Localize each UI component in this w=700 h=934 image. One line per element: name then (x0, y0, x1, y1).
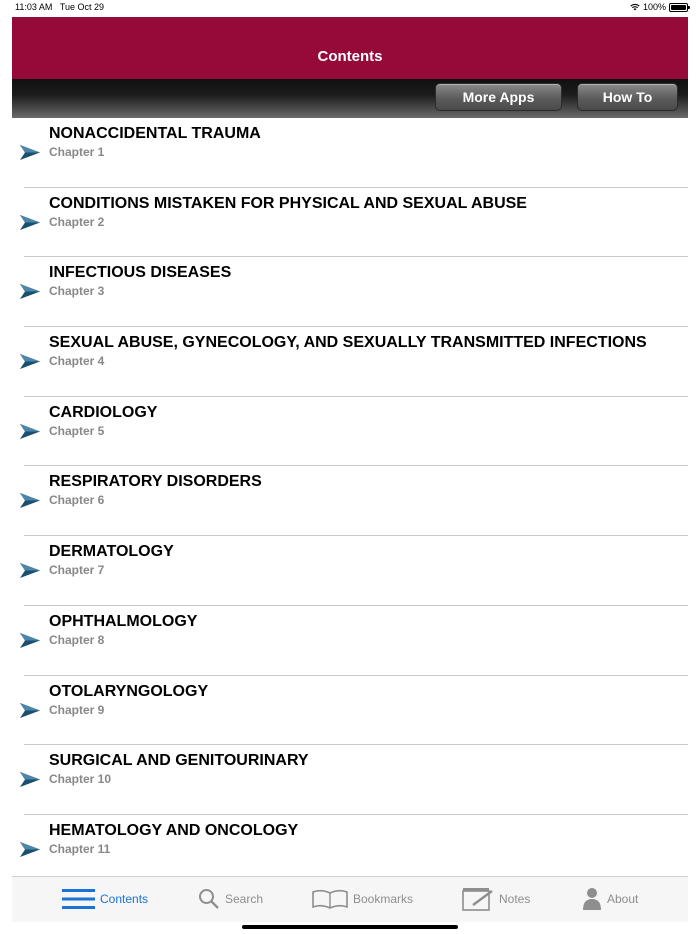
chapter-row-6[interactable] (24, 466, 688, 536)
chapter-row-9[interactable] (24, 676, 688, 746)
chapter-row-8[interactable] (24, 606, 688, 676)
chapter-title: INFECTIOUS DISEASES (49, 264, 232, 282)
chapter-row-11[interactable] (24, 815, 688, 876)
chapter-number: Chapter 4 (49, 354, 105, 369)
list-icon (62, 888, 95, 910)
tab-bookmarks-label: Bookmarks (353, 892, 414, 906)
chapter-title: OPHTHALMOLOGY (49, 612, 198, 630)
tab-contents-label: Contents (100, 892, 149, 906)
status-bar (0, 0, 700, 16)
chapter-title: SURGICAL AND GENITOURINARY (49, 752, 309, 770)
chevron-arrow-icon (20, 703, 40, 718)
tab-search-label: Search (225, 892, 264, 906)
chevron-arrow-icon (20, 284, 40, 299)
chevron-arrow-icon (20, 563, 40, 578)
chapter-number: Chapter 1 (49, 145, 105, 159)
book-icon (312, 889, 348, 909)
chevron-arrow-icon (20, 772, 40, 787)
chevron-arrow-icon (20, 215, 40, 230)
chevron-arrow-icon (20, 354, 40, 369)
chevron-arrow-icon (20, 493, 40, 508)
chapter-number: Chapter 7 (49, 563, 105, 578)
search-icon (198, 888, 220, 910)
chapter-row-5[interactable] (24, 397, 688, 467)
chapter-number: Chapter 8 (49, 632, 105, 647)
chapter-list (12, 118, 688, 876)
status-time: 11:03 AM Tue Oct 29 (15, 2, 105, 12)
tab-about-label: About (607, 892, 639, 906)
tab-notes[interactable] (462, 887, 530, 911)
title-bar (12, 17, 688, 79)
chapter-number: Chapter 2 (49, 214, 105, 229)
chapter-title: CARDIOLOGY (49, 403, 158, 421)
toolbar (12, 79, 688, 118)
chapter-row-3[interactable] (24, 257, 688, 327)
chevron-arrow-icon (20, 633, 40, 648)
chapter-title: DERMATOLOGY (49, 543, 174, 561)
chapter-number: Chapter 5 (49, 423, 105, 438)
chapter-row-4[interactable] (24, 327, 688, 397)
home-indicator (242, 925, 458, 929)
tab-notes-label: Notes (499, 892, 531, 906)
chapter-row-2[interactable] (24, 188, 688, 258)
chapter-title: CONDITIONS MISTAKEN FOR PHYSICAL AND SEXUAL ABUSE (49, 194, 527, 212)
chevron-arrow-icon (20, 842, 40, 857)
tab-search[interactable] (198, 887, 263, 911)
tab-bookmarks[interactable] (312, 887, 413, 911)
chapter-number: Chapter 3 (49, 284, 105, 299)
chapter-title: HEMATOLOGY AND ONCOLOGY (49, 821, 299, 839)
chevron-arrow-icon (20, 145, 40, 160)
chapter-title: RESPIRATORY DISORDERS (49, 473, 262, 491)
chapter-number: Chapter 9 (49, 702, 105, 717)
battery-icon (669, 3, 688, 12)
chapter-title: OTOLARYNGOLOGY (49, 682, 209, 700)
chapter-row-1[interactable] (24, 118, 688, 188)
chapter-row-7[interactable] (24, 536, 688, 606)
chevron-arrow-icon (20, 424, 40, 439)
chapter-number: Chapter 10 (49, 772, 112, 787)
notes-icon (462, 887, 494, 911)
chapter-number: Chapter 11 (49, 841, 111, 856)
page-title: Contents (317, 47, 383, 65)
chapter-title: NONACCIDENTAL TRAUMA (49, 125, 261, 142)
chapter-row-10[interactable] (24, 745, 688, 815)
tab-bar (12, 876, 688, 922)
tab-about[interactable] (582, 887, 638, 911)
tab-contents[interactable] (62, 887, 148, 911)
chapter-number: Chapter 6 (49, 493, 105, 508)
more-apps-button[interactable]: More Apps (435, 83, 562, 111)
chapter-title: SEXUAL ABUSE, GYNECOLOGY, AND SEXUALLY TRANSMITTED INFECTIONS (49, 334, 647, 352)
how-to-button[interactable]: How To (577, 83, 678, 111)
person-icon (582, 887, 602, 911)
battery-percent: 100% (642, 2, 666, 12)
wifi-icon (630, 3, 640, 11)
